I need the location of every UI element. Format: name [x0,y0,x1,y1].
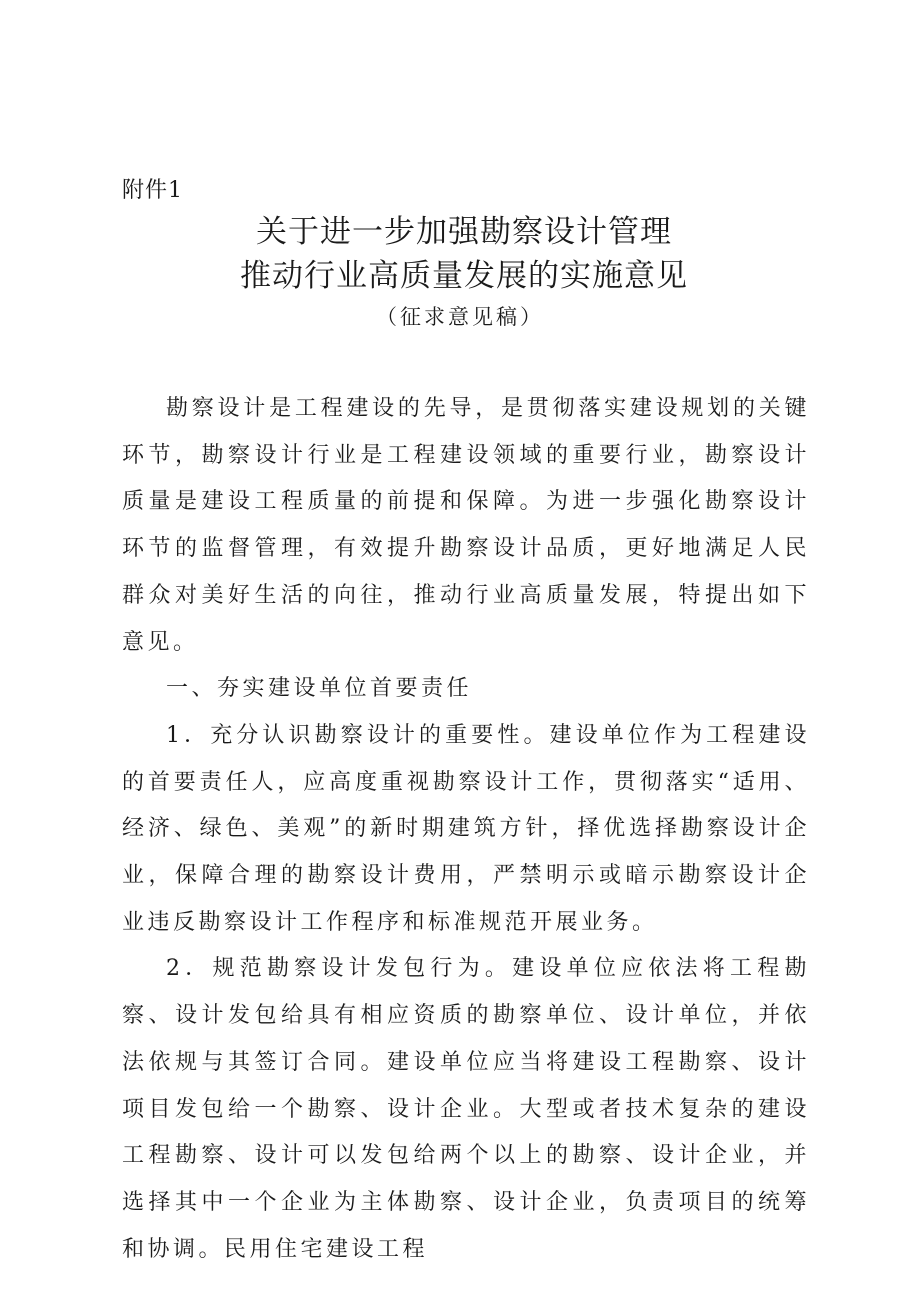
clause-paragraph-2: 2．规范勘察设计发包行为。建设单位应依法将工程勘察、设计发包给具有相应资质的勘察单位、设计单位，并依法依规与其签订合同。建设单位应当将建设工程勘察、设计项目发包给一个勘察、设计企业。大型或者技术复杂的建设工程勘察、设计可以发包给两个以上的勘察、设计企业，并选择其中一个企业为主体勘察、设计企业，负责项目的统筹和协调。民用住宅建设工程 [122,956,810,1262]
document-title-line-2: 推动行业高质量发展的实施意见 [240,258,688,294]
document-body [122,386,810,1273]
document-title-line-1: 关于进一步加强勘察设计管理 [256,214,672,250]
document-subtitle: （征求意见稿） [376,305,544,329]
attachment-label: 附件1 [122,178,183,203]
section-heading-1: 一、夯实建设单位首要责任 [166,676,473,702]
intro-paragraph: 勘察设计是工程建设的先导，是贯彻落实建设规划的关键环节，勘察设计行业是工程建设领域的重要行业，勘察设计质量是建设工程质量的前提和保障。为进一步强化勘察设计环节的监督管理，有效提升勘察设计品质，更好地满足人民群众对美好生活的向往，推动行业高质量发展，特提出如下意见。 [122,396,810,655]
clause-paragraph-1: 1．充分认识勘察设计的重要性。建设单位作为工程建设的首要责任人，应高度重视勘察设计工作，贯彻落实“适用、经济、绿色、美观”的新时期建筑方针，择优选择勘察设计企业，保障合理的勘察设计费用，严禁明示或暗示勘察设计企业违反勘察设计工作程序和标准规范开展业务。 [122,722,810,935]
